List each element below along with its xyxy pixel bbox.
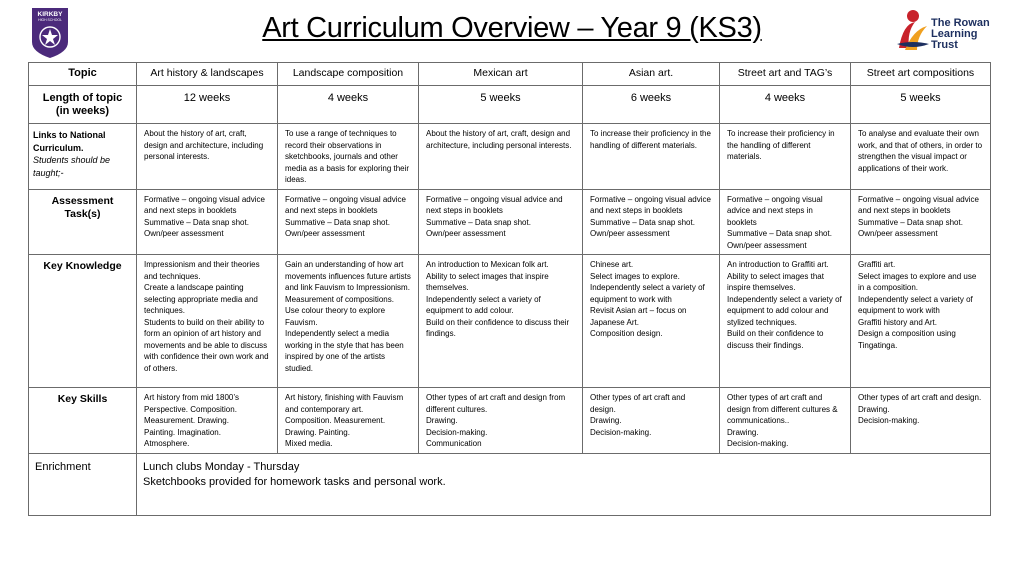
- knowledge-cell: An introduction to Mexican folk art. Ability to select images that inspire themselves. Independently select a variety of equipment to add colour. Build on their confidence to discuss their findings.: [419, 255, 583, 388]
- assessment-cell: Formative – ongoing visual advice and next steps in booklets Summative – Data snap shot. Own/peer assessment: [137, 189, 278, 255]
- skills-cell: Art history, finishing with Fauvism and contemporary art. Composition. Measurement. Drawing. Painting. Mixed media.: [278, 388, 419, 454]
- length-cell: 12 weeks: [137, 86, 278, 124]
- topic-label: Topic: [29, 63, 137, 86]
- page-title: Art Curriculum Overview – Year 9 (KS3): [262, 12, 762, 44]
- length-label: Length of topic (in weeks): [29, 86, 137, 124]
- trust-logo: [893, 4, 997, 56]
- length-cell: 4 weeks: [278, 86, 419, 124]
- links-label: Links to National Curriculum.: [33, 130, 106, 153]
- skills-cell: Other types of art craft and design from different cultures. Drawing. Decision-making. Communication: [419, 388, 583, 454]
- school-logo: [30, 6, 70, 60]
- knowledge-cell: Gain an understanding of how art movements influences future artists and link Fauvism to Impressionism. Measurement of compositions. Use colour theory to explore Fauvism. Independently select a media working in the style that has been inspired by one of the artists studied.: [278, 255, 419, 388]
- enrichment-label: Enrichment: [29, 453, 137, 515]
- topic-cell: Asian art.: [583, 63, 720, 86]
- links-sublabel: Students should be taught;-: [33, 155, 111, 178]
- links-label-cell: [29, 124, 137, 190]
- topic-cell: Street art compositions: [851, 63, 991, 86]
- assessment-cell: Formative – ongoing visual advice and next steps in booklets Summative – Data snap shot. Own/peer assessment: [583, 189, 720, 255]
- skills-cell: Art history from mid 1800’s Perspective. Composition. Measurement. Drawing. Painting. Imagination. Atmosphere.: [137, 388, 278, 454]
- links-cell: About the history of art, craft, design and architecture, including personal interests.: [419, 124, 583, 190]
- length-cell: 5 weeks: [851, 86, 991, 124]
- topic-row: [29, 63, 991, 86]
- knowledge-cell: Impressionism and their theories and techniques. Create a landscape painting selecting appropriate media and techniques. Students to build on their ability to form an opinion of art history and movements and be able to discuss with confidence their own work and of others.: [137, 255, 278, 388]
- rowan-tree-icon: [893, 4, 933, 56]
- knowledge-cell: Chinese art. Select images to explore. Independently select a variety of equipment to work with Revisit Asian art – focus on Japanese Art. Composition design.: [583, 255, 720, 388]
- topic-cell: Street art and TAG’s: [720, 63, 851, 86]
- skills-cell: Other types of art craft and design. Drawing. Decision-making.: [583, 388, 720, 454]
- assessment-cell: Formative – ongoing visual advice and next steps in booklets Summative – Data snap shot. Own/peer assessment: [419, 189, 583, 255]
- links-cell: To increase their proficiency in the handling of different materials.: [720, 124, 851, 190]
- links-cell: To increase their proficiency in the handling of different materials.: [583, 124, 720, 190]
- skills-cell: Other types of art craft and design. Drawing. Decision-making.: [851, 388, 991, 454]
- topic-cell: Landscape composition: [278, 63, 419, 86]
- enrichment-text: Lunch clubs Monday - Thursday Sketchbooks provided for homework tasks and personal work.: [137, 453, 991, 515]
- links-cell: To use a range of techniques to record their observations in sketchbooks, journals and other media as a basis for exploring their ideas.: [278, 124, 419, 190]
- length-row: [29, 86, 991, 124]
- links-cell: About the history of art, craft, design and architecture, including personal interests.: [137, 124, 278, 190]
- assessment-row: [29, 189, 991, 255]
- topic-cell: Art history & landscapes: [137, 63, 278, 86]
- knowledge-cell: Graffiti art. Select images to explore and use in a composition. Independently select a variety of equipment to work with Graffiti history and Art. Design a composition using Tingatinga.: [851, 255, 991, 388]
- trust-name: The Rowan Learning Trust: [931, 17, 990, 51]
- topic-cell: Mexican art: [419, 63, 583, 86]
- assessment-cell: Formative – ongoing visual advice and next steps in booklets Summative – Data snap shot. Own/peer assessment: [720, 189, 851, 255]
- svg-text:HIGH SCHOOL: HIGH SCHOOL: [38, 18, 62, 22]
- knowledge-row: [29, 255, 991, 388]
- assessment-cell: Formative – ongoing visual advice and next steps in booklets Summative – Data snap shot. Own/peer assessment: [851, 189, 991, 255]
- assessment-label: Assessment Task(s): [29, 189, 137, 255]
- skills-row: [29, 388, 991, 454]
- assessment-cell: Formative – ongoing visual advice and next steps in booklets Summative – Data snap shot. Own/peer assessment: [278, 189, 419, 255]
- skills-label: Key Skills: [29, 388, 137, 454]
- links-row: [29, 124, 991, 190]
- knowledge-label: Key Knowledge: [29, 255, 137, 388]
- svg-text:KIRKBY: KIRKBY: [37, 11, 63, 18]
- school-crest-icon: [30, 6, 70, 60]
- enrichment-row: [29, 453, 991, 515]
- length-cell: 6 weeks: [583, 86, 720, 124]
- length-cell: 5 weeks: [419, 86, 583, 124]
- skills-cell: Other types of art craft and design from different cultures & communications.. Drawing. Decision-making.: [720, 388, 851, 454]
- curriculum-table: [28, 62, 991, 516]
- knowledge-cell: An introduction to Graffiti art. Ability to select images that inspire themselves. Independently select a variety of equipment to add colour and stylized techniques. Build on their confidence to discuss their findings.: [720, 255, 851, 388]
- links-cell: To analyse and evaluate their own work, and that of others, in order to strengthen the visual impact or applications of their work.: [851, 124, 991, 190]
- length-cell: 4 weeks: [720, 86, 851, 124]
